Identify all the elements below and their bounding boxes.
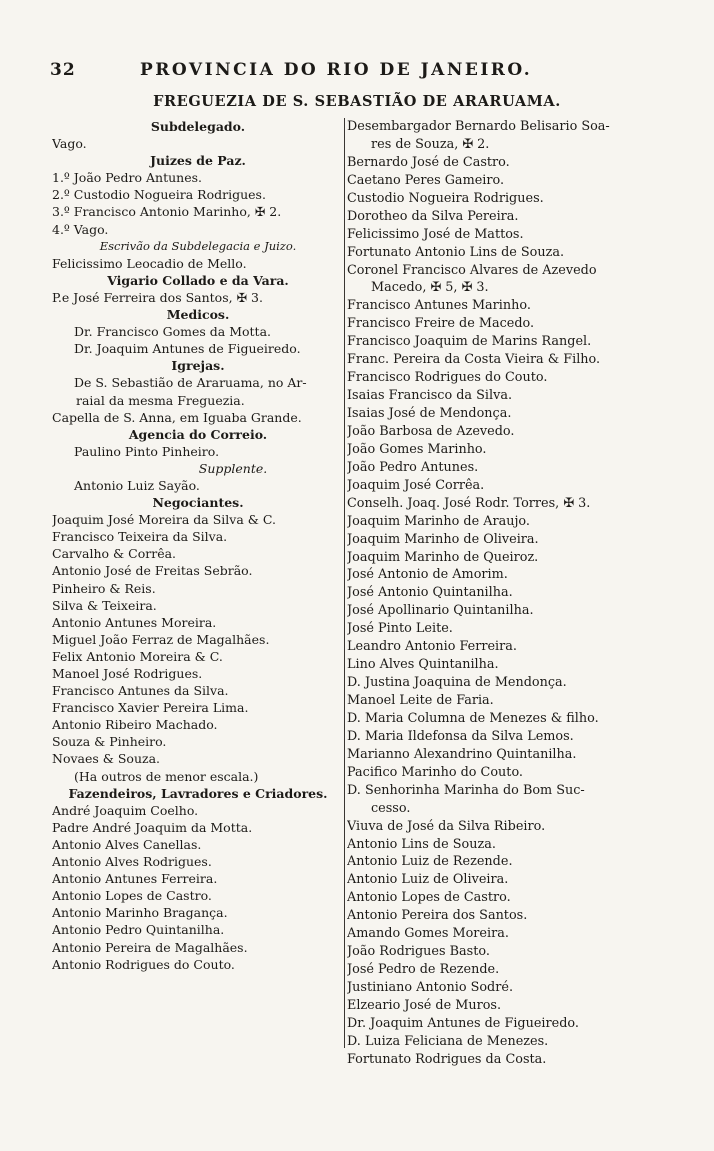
entry-line: André Joaquim Coelho. xyxy=(52,802,199,818)
entry-line: Francisco Xavier Pereira Lima. xyxy=(52,700,249,716)
entry-line: Amando Gomes Moreira. xyxy=(347,926,509,942)
entry-line: 2.º Custodio Nogueira Rodrigues. xyxy=(52,187,266,203)
entry-line: Coronel Francisco Alvares de Azevedo xyxy=(347,262,597,278)
entry-line: 4.º Vago. xyxy=(52,221,109,237)
entry-line: 3.º Francisco Antonio Marinho, ✠ 2. xyxy=(52,204,282,220)
entry-line: Custodio Nogueira Rodrigues. xyxy=(347,190,544,206)
entry-line: Fortunato Rodrigues da Costa. xyxy=(347,1051,547,1067)
entry-line: Pinheiro & Reis. xyxy=(52,580,156,596)
entry-line: Elzeario José de Muros. xyxy=(347,997,502,1013)
entry-line: Joaquim Marinho de Oliveira. xyxy=(347,531,539,547)
entry-line: Manoel José Rodrigues. xyxy=(52,666,203,681)
entry-line: Pacifico Marinho do Couto. xyxy=(347,764,523,780)
entry-line: Antonio Lopes de Castro. xyxy=(347,890,511,906)
entry-line: Dr. Francisco Gomes da Motta. xyxy=(74,324,272,340)
entry-line: Conselh. Joaq. José Rodr. Torres, ✠ 3. xyxy=(347,495,591,511)
entry-line: Escrivão da Subdelegacia e Juizo. xyxy=(99,238,297,253)
column-divider xyxy=(344,118,345,1048)
left-column xyxy=(52,118,344,973)
entry-line: D. Luiza Feliciana de Menezes. xyxy=(347,1033,549,1049)
entry-line: José Antonio de Amorim. xyxy=(347,567,508,583)
entry-line: Padre André Joaquim da Motta. xyxy=(52,819,253,835)
entry-line: João Gomes Marinho. xyxy=(347,441,487,457)
entry-line: José Apollinario Quintanilha. xyxy=(347,603,534,619)
entry-line: Francisco Antunes da Silva. xyxy=(52,683,229,699)
section-heading: Subdelegado. xyxy=(150,119,246,134)
entry-line: Antonio Lins de Souza. xyxy=(347,836,496,852)
entry-line: De S. Sebastião de Araruama, no Ar- xyxy=(74,375,307,391)
section-heading: Agencia do Correio. xyxy=(128,426,268,442)
entry-line: (Ha outros de menor escala.) xyxy=(74,768,259,784)
entry-line: Antonio Pereira de Magalhães. xyxy=(52,939,248,955)
entry-line: Joaquim Marinho de Queiroz. xyxy=(347,549,539,565)
entry-line: Joaquim José Moreira da Silva & C. xyxy=(52,512,276,528)
entry-line: José Pedro de Rezende. xyxy=(347,962,500,978)
entry-line: 1.º João Pedro Antunes. xyxy=(52,170,202,186)
entry-line: Leandro Antonio Ferreira. xyxy=(347,639,517,655)
entry-line: D. Maria Ildefonsa da Silva Lemos. xyxy=(347,728,574,744)
entry-line: Capella de S. Anna, em Iguaba Grande. xyxy=(52,409,302,425)
entry-line: Antonio Alves Rodrigues. xyxy=(52,854,212,870)
entry-line: Antonio Antunes Ferreira. xyxy=(52,871,218,887)
entry-line: Antonio Marinho Bragança. xyxy=(52,905,228,921)
entry-line: Miguel João Ferraz de Magalhães. xyxy=(52,631,270,647)
entry-line: res de Souza, ✠ 2. xyxy=(371,136,490,152)
entry-line: Antonio José de Freitas Sebrão. xyxy=(52,563,253,579)
section-heading: Vigario Collado e da Vara. xyxy=(107,272,289,288)
entry-line: Antonio Luiz de Rezende. xyxy=(347,854,513,870)
entry-line: Antonio Ribeiro Machado. xyxy=(52,717,218,733)
entry-line: Marianno Alexandrino Quintanilha. xyxy=(347,746,577,762)
entry-line: Justiniano Antonio Sodré. xyxy=(347,980,514,995)
entry-line: Carvalho & Corrêa. xyxy=(52,546,177,562)
entry-line: Francisco Joaquim de Marins Rangel. xyxy=(347,334,592,350)
page-number: 32 xyxy=(50,60,76,80)
section-heading: Igrejas. xyxy=(171,358,225,374)
entry-line: Dr. Joaquim Antunes de Figueiredo. xyxy=(347,1015,579,1031)
entry-line: José Antonio Quintanilha. xyxy=(347,585,513,601)
entry-line: cesso. xyxy=(371,800,411,816)
page-header xyxy=(50,60,660,86)
parish-title: FREGUEZIA DE S. SEBASTIÃO DE ARARUAMA. xyxy=(153,93,561,110)
entry-line: João Rodrigues Basto. xyxy=(347,944,490,960)
entry-line: Antonio Luiz de Oliveira. xyxy=(347,872,509,888)
entry-line: Felicissimo Leocadio de Mello. xyxy=(52,255,247,271)
entry-line: Paulino Pinto Pinheiro. xyxy=(74,443,220,459)
entry-line: Franc. Pereira da Costa Vieira & Filho. xyxy=(347,352,601,368)
entry-line: Souza & Pinheiro. xyxy=(52,734,167,750)
entry-line: Isaias Francisco da Silva. xyxy=(347,388,513,404)
entry-line: Antonio Pedro Quintanilha. xyxy=(52,922,225,938)
section-heading: Negociantes. xyxy=(152,495,244,511)
entry-line: Felicissimo José de Mattos. xyxy=(347,226,524,242)
entry-line: Bernardo José de Castro. xyxy=(347,154,510,170)
entry-line: Fortunato Antonio Lins de Souza. xyxy=(347,244,565,260)
entry-line: Francisco Freire de Macedo. xyxy=(347,316,535,332)
entry-line: Joaquim Marinho de Araujo. xyxy=(347,513,530,529)
right-column xyxy=(347,118,645,1069)
entry-line: raial da mesma Freguezia. xyxy=(76,392,245,408)
entry-line: Manoel Leite de Faria. xyxy=(347,693,494,708)
entry-line: Desembargador Bernardo Belisario Soa- xyxy=(347,119,610,134)
entry-line: Antonio Alves Canellas. xyxy=(52,836,202,852)
entry-line: Vago. xyxy=(52,136,87,152)
entry-line: D. Justina Joaquina de Mendonça. xyxy=(347,675,567,691)
section-heading: Medicos. xyxy=(166,307,230,323)
entry-line: Novaes & Souza. xyxy=(52,751,161,767)
entry-line: Supplente. xyxy=(198,460,268,476)
entry-line: Dorotheo da Silva Pereira. xyxy=(347,208,519,224)
entry-line: Viuva de José da Silva Ribeiro. xyxy=(347,818,546,834)
entry-line: Francisco Rodrigues do Couto. xyxy=(347,370,548,386)
entry-line: Isaias José de Mendonça. xyxy=(347,406,512,421)
entry-line: Silva & Teixeira. xyxy=(52,597,157,613)
running-title: PROVINCIA DO RIO DE JANEIRO. xyxy=(140,60,533,80)
entry-line: Antonio Lopes de Castro. xyxy=(52,888,212,904)
entry-line: Francisco Antunes Marinho. xyxy=(347,298,531,314)
entry-line: Caetano Peres Gameiro. xyxy=(347,172,505,188)
entry-line: Macedo, ✠ 5, ✠ 3. xyxy=(371,280,489,296)
entry-line: Joaquim José Corrêa. xyxy=(347,477,485,493)
entry-line: P.e José Ferreira dos Santos, ✠ 3. xyxy=(52,289,263,305)
section-heading: Juizes de Paz. xyxy=(150,153,246,169)
entry-line: Felix Antonio Moreira & C. xyxy=(52,648,223,664)
entry-line: Antonio Rodrigues do Couto. xyxy=(52,956,235,972)
entry-line: D. Maria Columna de Menezes & filho. xyxy=(347,710,599,726)
entry-line: José Pinto Leite. xyxy=(347,621,453,637)
entry-line: Antonio Pereira dos Santos. xyxy=(347,908,528,924)
entry-line: Dr. Joaquim Antunes de Figueiredo. xyxy=(74,341,301,357)
entry-line: Lino Alves Quintanilha. xyxy=(347,657,499,673)
entry-line: João Pedro Antunes. xyxy=(347,459,479,475)
entry-line: D. Senhorinha Marinha do Bom Suc- xyxy=(347,782,585,798)
entry-line: Antonio Luiz Sayão. xyxy=(74,477,200,493)
entry-line: João Barbosa de Azevedo. xyxy=(347,423,515,439)
section-heading: Fazendeiros, Lavradores e Criadores. xyxy=(68,785,328,801)
entry-line: Francisco Teixeira da Silva. xyxy=(52,529,228,545)
entry-line: Antonio Antunes Moreira. xyxy=(52,614,217,630)
